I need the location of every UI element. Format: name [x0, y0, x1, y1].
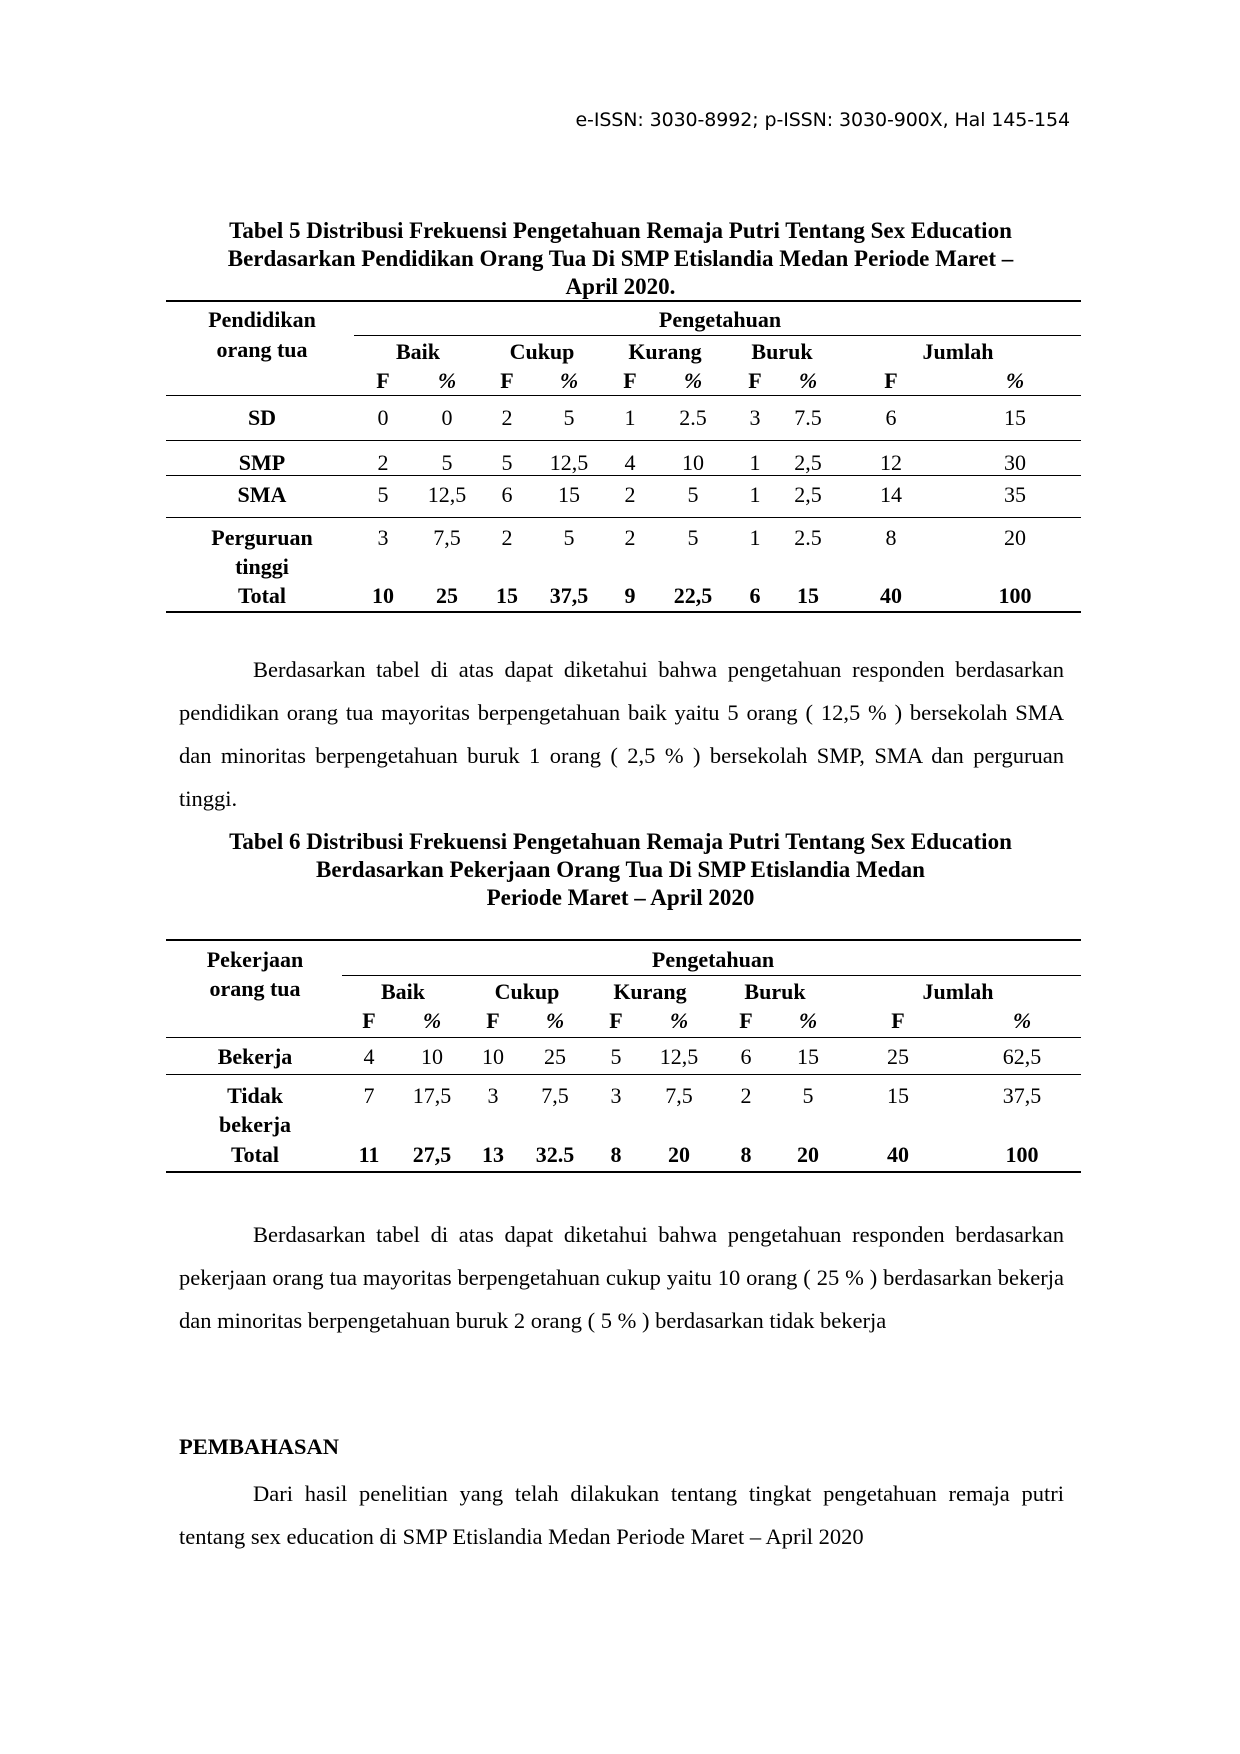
row-label: SMA — [237, 482, 287, 507]
table-cell: 15 — [558, 482, 580, 507]
table-cell: 62,5 — [1002, 1044, 1042, 1069]
table-cell: 6 — [885, 405, 897, 430]
total-cell: 27,5 — [412, 1142, 452, 1167]
subheader-percent: % — [669, 1008, 689, 1033]
table-cell: 0 — [441, 405, 453, 430]
table-cell: 5 — [802, 1083, 814, 1108]
category-header: Kurang — [628, 339, 702, 364]
subheader-f: F — [623, 368, 637, 393]
total-cell: 20 — [668, 1142, 690, 1167]
table-cell: 2 — [501, 405, 513, 430]
subheader-f: F — [739, 1008, 753, 1033]
row-label: Perguruan — [211, 525, 313, 550]
table-cell: 1 — [749, 450, 761, 475]
total-cell: 40 — [880, 583, 902, 608]
table-cell: 1 — [749, 482, 761, 507]
table-cell: 4 — [624, 450, 636, 475]
table-cell: 10 — [421, 1044, 443, 1069]
row-rule — [166, 440, 1081, 441]
issn-header: e-ISSN: 3030-8992; p-ISSN: 3030-900X, Hal 145-154 — [575, 109, 1070, 131]
table-cell: 12 — [880, 450, 902, 475]
subheader-percent: % — [1005, 368, 1025, 393]
table5-caption — [178, 217, 1063, 301]
table-cell: 2.5 — [679, 405, 707, 430]
total-cell: 32.5 — [535, 1142, 575, 1167]
table-cell: 17,5 — [412, 1083, 452, 1108]
category-header: Baik — [380, 979, 426, 1004]
paragraph-table5-summary — [179, 648, 1064, 820]
table-cell: 5 — [687, 525, 699, 550]
table-top-rule — [166, 300, 1081, 302]
total-cell: 100 — [1005, 1142, 1039, 1167]
table-cell: 8 — [885, 525, 897, 550]
table-cell: 37,5 — [1002, 1083, 1042, 1108]
table6-caption-line: Periode Maret – April 2020 — [486, 885, 755, 910]
table-cell: 5 — [610, 1044, 622, 1069]
paragraph-table6-summary — [179, 1213, 1064, 1342]
table-cell: 12,5 — [549, 450, 589, 475]
total-cell: 10 — [372, 583, 394, 608]
group-header-rule — [354, 335, 1081, 336]
group-header: Pengetahuan — [651, 947, 775, 972]
table-cell: 6 — [740, 1044, 752, 1069]
subheader-f: F — [891, 1008, 905, 1033]
table5-caption-line: Berdasarkan Pendidikan Orang Tua Di SMP Etislandia Medan Periode Maret – — [227, 246, 1014, 271]
table-cell: 30 — [1004, 450, 1026, 475]
total-cell: 20 — [797, 1142, 819, 1167]
table-cell: 10 — [482, 1044, 504, 1069]
total-label: Total — [237, 583, 287, 608]
total-cell: 15 — [496, 583, 518, 608]
table-cell: 1 — [749, 525, 761, 550]
table-cell: 15 — [887, 1083, 909, 1108]
subheader-percent: % — [798, 1008, 818, 1033]
subheader-f: F — [884, 368, 898, 393]
total-cell: 11 — [358, 1142, 380, 1167]
table-cell: 2,5 — [794, 482, 822, 507]
subheader-f: F — [376, 368, 390, 393]
table-cell: 7 — [363, 1083, 375, 1108]
category-header: Cukup — [494, 979, 560, 1004]
group-header-rule — [342, 975, 1081, 976]
table-cell: 4 — [363, 1044, 375, 1069]
table-bottom-rule — [166, 1171, 1081, 1173]
paragraph-text: Berdasarkan tabel di atas dapat diketahui bahwa pengetahuan responden berdasarkan pekerjaan orang tua mayoritas berpengetahuan cukup yaitu 10 orang ( 25 % ) berdasarkan bekerja dan minoritas berpengetahuan buruk 2 orang ( 5 % ) berdasarkan tidak bekerja — [179, 1222, 1064, 1333]
table-cell: 25 — [887, 1044, 909, 1069]
total-cell: 100 — [998, 583, 1032, 608]
table-cell: 2 — [624, 482, 636, 507]
header-bottom-rule — [166, 1037, 1081, 1038]
table-cell: 7,5 — [665, 1083, 693, 1108]
table-cell: 1 — [624, 405, 636, 430]
subheader-percent: % — [559, 368, 579, 393]
subheader-f: F — [500, 368, 514, 393]
table-cell: 7.5 — [794, 405, 822, 430]
subheader-percent: % — [798, 368, 818, 393]
row-rule — [166, 475, 1081, 476]
table-cell: 2 — [377, 450, 389, 475]
row-rule — [166, 517, 1081, 518]
total-cell: 6 — [749, 583, 761, 608]
category-header: Jumlah — [922, 979, 994, 1004]
row-label: tinggi — [235, 554, 289, 579]
row-label: SMP — [238, 450, 286, 475]
table-cell: 3 — [610, 1083, 622, 1108]
table-cell: 7,5 — [433, 525, 461, 550]
category-header: Kurang — [613, 979, 687, 1004]
table-cell: 7,5 — [541, 1083, 569, 1108]
total-cell: 15 — [797, 583, 819, 608]
row-header: Pekerjaan — [206, 947, 304, 972]
subheader-percent: % — [683, 368, 703, 393]
table-cell: 3 — [487, 1083, 499, 1108]
row-header: orang tua — [209, 976, 301, 1001]
table-cell: 2 — [624, 525, 636, 550]
section-heading: PEMBAHASAN — [179, 1434, 340, 1459]
table-cell: 0 — [377, 405, 389, 430]
table-cell: 5 — [501, 450, 513, 475]
row-label: SD — [247, 405, 277, 430]
table-top-rule — [166, 939, 1081, 941]
subheader-percent: % — [1012, 1008, 1032, 1033]
row-header: Pendidikan — [208, 307, 316, 332]
paragraph-text: Berdasarkan tabel di atas dapat diketahui bahwa pengetahuan responden berdasarkan pendidikan orang tua mayoritas berpengetahuan baik yaitu 5 orang ( 12,5 % ) bersekolah SMA dan minoritas berpengetahuan buruk 1 orang ( 2,5 % ) bersekolah SMP, SMA dan perguruan tinggi. — [179, 657, 1064, 811]
table-cell: 5 — [563, 525, 575, 550]
category-header: Cukup — [509, 339, 575, 364]
table6-caption-line: Tabel 6 Distribusi Frekuensi Pengetahuan Remaja Putri Tentang Sex Education — [229, 829, 1012, 854]
table-cell: 35 — [1004, 482, 1026, 507]
header-bottom-rule — [166, 395, 1081, 396]
row-label: Tidak — [227, 1083, 283, 1108]
row-label: bekerja — [218, 1112, 292, 1137]
table-cell: 20 — [1004, 525, 1026, 550]
table-cell: 14 — [880, 482, 902, 507]
table-cell: 2 — [501, 525, 513, 550]
table-cell: 5 — [687, 482, 699, 507]
table-cell: 2.5 — [794, 525, 822, 550]
total-cell: 37,5 — [549, 583, 589, 608]
total-cell: 40 — [887, 1142, 909, 1167]
category-header: Baik — [395, 339, 441, 364]
table-cell: 6 — [501, 482, 513, 507]
subheader-f: F — [362, 1008, 376, 1033]
total-cell: 8 — [740, 1142, 752, 1167]
table-cell: 3 — [377, 525, 389, 550]
subheader-f: F — [486, 1008, 500, 1033]
total-cell: 8 — [610, 1142, 622, 1167]
subheader-f: F — [748, 368, 762, 393]
table-cell: 2,5 — [794, 450, 822, 475]
paragraph-text: Dari hasil penelitian yang telah dilakukan tentang tingkat pengetahuan remaja putri tentang sex education di SMP Etislandia Medan Periode Maret – April 2020 — [179, 1481, 1064, 1549]
row-rule — [166, 1074, 1081, 1075]
table5-caption-line: Tabel 5 Distribusi Frekuensi Pengetahuan Remaja Putri Tentang Sex Education — [229, 218, 1012, 243]
total-cell: 22,5 — [673, 583, 713, 608]
table-cell: 3 — [749, 405, 761, 430]
table-cell: 2 — [740, 1083, 752, 1108]
group-header: Pengetahuan — [658, 307, 782, 332]
table6-caption-line: Berdasarkan Pekerjaan Orang Tua Di SMP Etislandia Medan — [316, 857, 925, 882]
category-header: Jumlah — [922, 339, 994, 364]
total-cell: 13 — [482, 1142, 504, 1167]
row-label: Bekerja — [217, 1044, 293, 1069]
table-cell: 15 — [797, 1044, 819, 1069]
subheader-percent: % — [422, 1008, 442, 1033]
table-cell: 5 — [563, 405, 575, 430]
table5-caption-line: April 2020. — [565, 274, 676, 299]
category-header: Buruk — [744, 979, 806, 1004]
table-bottom-rule — [166, 611, 1081, 613]
table-cell: 12,5 — [427, 482, 467, 507]
total-label: Total — [230, 1142, 280, 1167]
table-cell: 15 — [1004, 405, 1026, 430]
section-paragraph — [179, 1472, 1064, 1558]
row-header: orang tua — [216, 337, 308, 362]
table6-caption — [178, 828, 1063, 912]
subheader-percent: % — [437, 368, 457, 393]
subheader-percent: % — [545, 1008, 565, 1033]
table-cell: 12,5 — [659, 1044, 699, 1069]
table-cell: 5 — [441, 450, 453, 475]
total-cell: 25 — [436, 583, 458, 608]
table-cell: 5 — [377, 482, 389, 507]
category-header: Buruk — [751, 339, 813, 364]
table-cell: 25 — [544, 1044, 566, 1069]
total-cell: 9 — [624, 583, 636, 608]
subheader-f: F — [609, 1008, 623, 1033]
table-cell: 10 — [682, 450, 704, 475]
